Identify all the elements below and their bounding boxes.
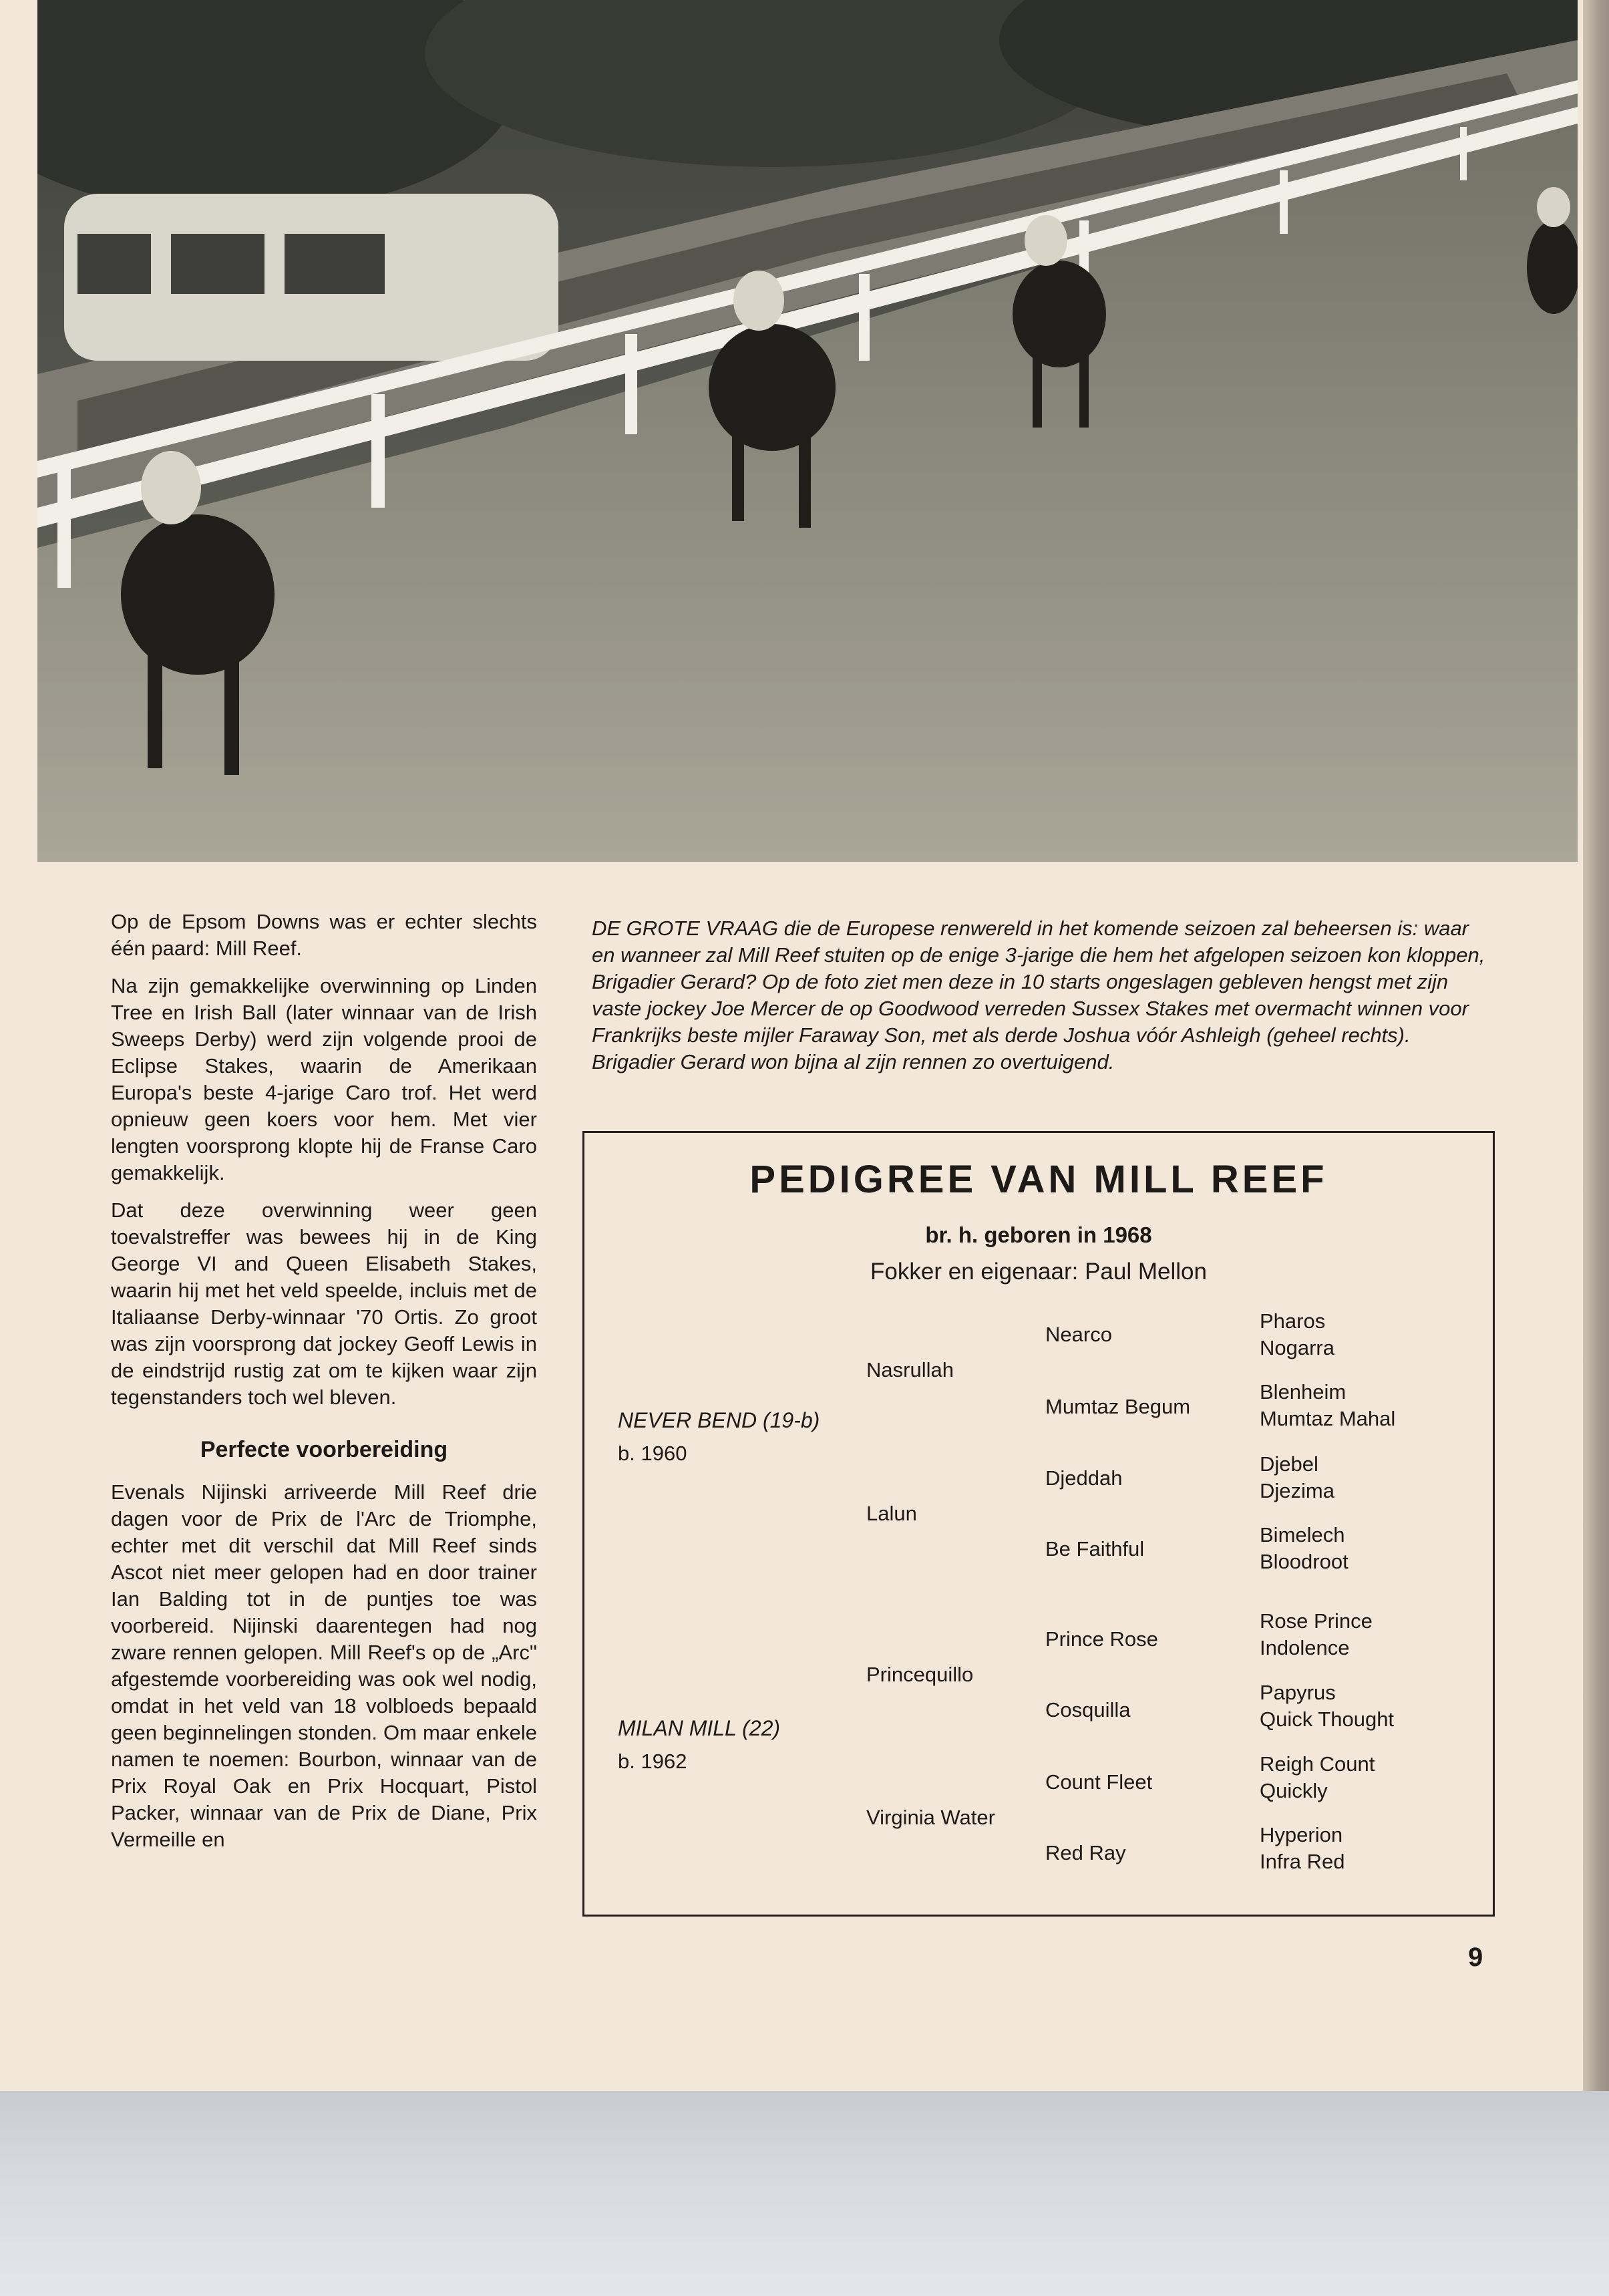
pedigree-gen3: Cosquilla — [1045, 1698, 1131, 1721]
pedigree-gen4: Reigh Count — [1260, 1752, 1375, 1776]
pedigree-gen2: Lalun — [866, 1502, 917, 1525]
article-paragraph: Evenals Nijinski arriveerde Mill Reef drie dagen voor de Prix de l'Arc de Triomphe, echter met dit verschil dat Mill Reef sinds Ascot niet meer gelopen had en door trainer Ian Balding tot in de puntjes toe was voorbereid. Nijinski daarentegen had nog zware rennen gelopen. Mill Reef's op de „Arc" afgestemde voorbereiding was ook wel nodig, omdat in het veld van 18 volbloeds bepaald geen beginnelingen stonden. Om maar enkele namen te noemen: Bourbon, winnaar van de Prix Royal Oak en Prix Hocquart, Pistol Packer, winnaar van de Prix de Diane, Prix Vermeille en — [111, 1480, 537, 1851]
article-paragraph: Op de Epsom Downs was er echter slechts één paard: Mill Reef. — [111, 910, 537, 960]
pedigree-gen4: Pharos — [1260, 1309, 1326, 1333]
pedigree-gen3: Prince Rose — [1045, 1627, 1158, 1651]
race-photo — [37, 0, 1578, 862]
article-paragraph: Dat deze overwinning weer geen toevalstreffer was bewees hij in de King George VI and Queen Elisabeth Stakes, waarin hij met het veld speelde, incluis met de Italiaanse Derby-winnaar '70 Ortis. Zo groot was zijn voorsprong dat jockey Geoff Lewis in de eindstrijd rustig zat om te kijken waar zijn tegenstanders toch wel bleven. — [111, 1198, 537, 1409]
pedigree-gen4: Bimelech — [1260, 1523, 1345, 1546]
pedigree-gen3: Nearco — [1045, 1323, 1112, 1346]
photo-caption: DE GROTE VRAAG die de Europese renwereld in het komende seizoen zal beheersen is: waar en wanneer zal Mill Reef stuiten op de enige 3-jarige die hem het afgelopen seizoen kon kloppen, Brigadier Gerard? Op de foto ziet men deze in 10 starts ongeslagen gebleven hengst met zijn vaste jockey Joe Mercer de op Goodwood verreden Sussex Stakes met overmacht winnen voor Frankrijks beste mijler Faraway Son, met als derde Joshua vóór Ashleigh (geheel rechts). Brigadier Gerard won bijna al zijn rennen zo overtuigend. — [592, 917, 1485, 1074]
page-edge-shadow — [1583, 0, 1609, 2296]
pedigree-gen4: Mumtaz Mahal — [1260, 1407, 1396, 1430]
pedigree-gen4: Papyrus — [1260, 1681, 1336, 1704]
pedigree-gen4: Quick Thought — [1260, 1707, 1395, 1731]
pedigree-table — [582, 1131, 1495, 1917]
pedigree-gen4: Quickly — [1260, 1779, 1328, 1802]
pedigree-breeder: Fokker en eigenaar: Paul Mellon — [870, 1259, 1207, 1285]
pedigree-title: PEDIGREE VAN MILL REEF — [749, 1158, 1328, 1201]
pedigree-gen3: Count Fleet — [1045, 1770, 1153, 1794]
article-subheading: Perfecte voorbereiding — [200, 1437, 448, 1462]
pedigree-gen4: Indolence — [1260, 1636, 1350, 1659]
article-paragraph: Na zijn gemakkelijke overwinning op Linden Tree en Irish Ball (later winnaar van de Irish Sweeps Derby) werd zijn volgende prooi de Eclipse Stakes, waarin de Amerikaan Europa's beste 4-jarige Caro trof. Het werd opnieuw geen koers voor hem. Met vier lengten voorsprong klopte hij de Franse Caro gemakkelijk. — [111, 974, 537, 1184]
pedigree-gen4: Bloodroot — [1260, 1550, 1349, 1573]
pedigree-gen4: Infra Red — [1260, 1850, 1345, 1873]
pedigree-gen2: Virginia Water — [866, 1806, 995, 1829]
page-number: 9 — [1468, 1943, 1483, 1972]
pedigree-gen3: Be Faithful — [1045, 1537, 1145, 1561]
pedigree-gen4: Djezima — [1260, 1479, 1334, 1502]
pedigree-dam-born: b. 1962 — [618, 1750, 687, 1773]
pedigree-gen4: Nogarra — [1260, 1336, 1334, 1359]
pedigree-gen4: Hyperion — [1260, 1823, 1343, 1846]
scanner-background — [0, 2091, 1609, 2296]
pedigree-gen3: Red Ray — [1045, 1841, 1126, 1864]
pedigree-gen4: Rose Prince — [1260, 1609, 1373, 1633]
pedigree-gen3: Djeddah — [1045, 1466, 1123, 1490]
pedigree-sire-born: b. 1960 — [618, 1442, 687, 1465]
article-left-column — [111, 909, 537, 1864]
pedigree-gen2: Princequillo — [866, 1663, 974, 1686]
pedigree-gen4: Blenheim — [1260, 1380, 1347, 1404]
pedigree-gen2: Nasrullah — [866, 1358, 954, 1381]
pedigree-sire: NEVER BEND (19-b) — [618, 1408, 820, 1432]
pedigree-subtitle: br. h. geboren in 1968 — [925, 1222, 1152, 1247]
pedigree-gen4: Djebel — [1260, 1452, 1318, 1476]
pedigree-dam: MILAN MILL (22) — [618, 1716, 781, 1740]
pedigree-gen3: Mumtaz Begum — [1045, 1395, 1191, 1418]
